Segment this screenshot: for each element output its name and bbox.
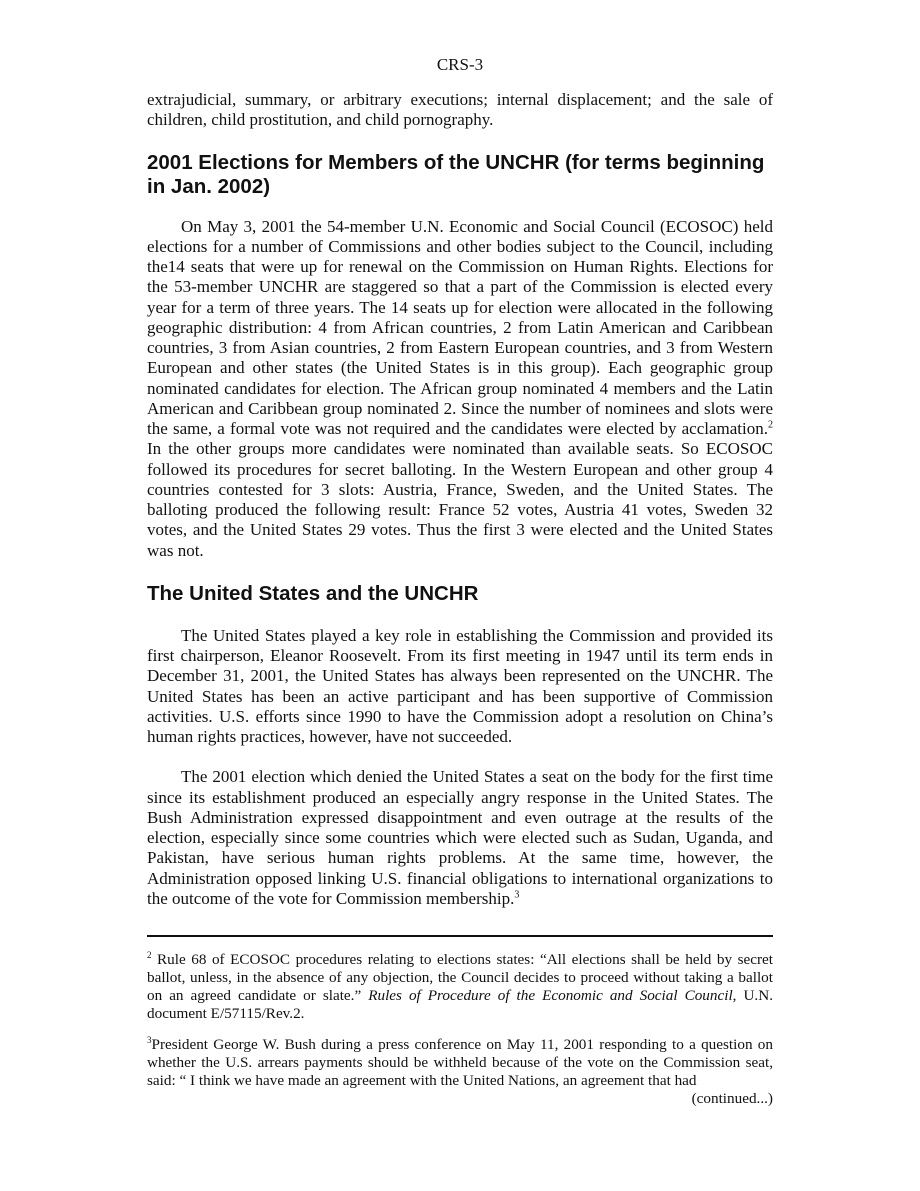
- section-heading-2001-elections: 2001 Elections for Members of the UNCHR (for terms beginning in Jan. 2002): [147, 150, 765, 198]
- footnote-2-number: 2: [147, 949, 152, 960]
- footnote-2-tail: , U.N. document E/57115/Rev.2.: [147, 987, 773, 1022]
- footnote-ref-2[interactable]: 2: [768, 419, 773, 431]
- elections-paragraph: [147, 217, 773, 561]
- page-number: CRS-3: [436, 55, 484, 74]
- footnote-2-text: Rule 68 of ECOSOC procedures relating to elections states: “All elections shall be held by secret ballot, unless, in the absence of any objection, the Council decides to proceed without taking a ballot on an agreed candidate or slate.”: [147, 951, 773, 1004]
- elections-paragraph-part2: In the other groups more candidates were nominated than available seats. So ECOSOC followed its procedures for secret balloting. In the Western European and other group 4 countries contested for 3 slots: Austria, France, Sweden, and the United States. The balloting produced the following result: France 52 votes, Austria 41 votes, Sweden 32 votes, and the United States 29 votes. Thus the first 3 were elected and the United States was not.: [147, 439, 773, 560]
- election-response-text: The 2001 election which denied the United States a seat on the body for the first time since its establishment produced an especially angry response in the United States. The Bush Administration expressed disappointment and even outrage at the results of the election, especially since some countries which were elected such as Sudan, Uganda, and Pakistan, have serious human rights problems. At the same time, however, the Administration opposed linking U.S. financial obligations to international organizations to the outcome of the vote for Commission membership.: [147, 767, 773, 908]
- footnote-separator: [147, 935, 773, 937]
- footnote-2: [147, 951, 773, 1023]
- intro-paragraph: extrajudicial, summary, or arbitrary executions; internal displacement; and the sale of children, child prostitution, and child pornography.: [147, 90, 773, 130]
- election-response-paragraph: [147, 767, 773, 909]
- footnote-3: [147, 1036, 773, 1108]
- footnote-continued: (continued...): [691, 1090, 773, 1107]
- document-page: [147, 54, 773, 1108]
- footnote-3-text: President George W. Bush during a press conference on May 11, 2001 responding to a question on whether the U.S. arrears payments should be withheld because of the vote on the Commission seat, said: “ I think we have made an agreement with the United Nations, an agreement that had: [147, 1036, 773, 1089]
- us-role-paragraph: The United States played a key role in establishing the Commission and provided its first chairperson, Eleanor Roosevelt. From its first meeting in 1947 until its term ends in December 31, 2001, the United States has always been represented on the UNCHR. The United States has been an active participant and has been supportive of Commission activities. U.S. efforts since 1990 to have the Commission adopt a resolution on China’s human rights practices, however, have not succeeded.: [147, 625, 773, 746]
- footnote-ref-3[interactable]: 3: [514, 889, 520, 901]
- footnote-3-number: 3: [147, 1034, 152, 1045]
- footnote-2-title: Rules of Procedure of the Economic and Social Council: [368, 987, 733, 1004]
- elections-paragraph-part1: On May 3, 2001 the 54-member U.N. Economic and Social Council (ECOSOC) held elections for a number of Commissions and other bodies subject to the Council, including the14 seats that were up for renewal on the Commission on Human Rights. Elections for the 53-member UNCHR are staggered so that a part of the Commission is elected every year for a term of three years. The 14 seats up for election were allocated in the following geographic distribution: 4 from African countries, 2 from Latin American and Caribbean countries, 3 from Asian countries, 2 from Eastern European countries, and 3 from Western European and other states (the United States is in this group). Each geographic group nominated candidates for election. The African group nominated 4 members and the Latin American and Caribbean group nominated 2. Since the number of nominees and slots were the same, a formal vote was not required and the candidates were elected by acclamation.: [147, 216, 773, 438]
- section-heading-us-unchr: The United States and the UNCHR: [147, 581, 479, 605]
